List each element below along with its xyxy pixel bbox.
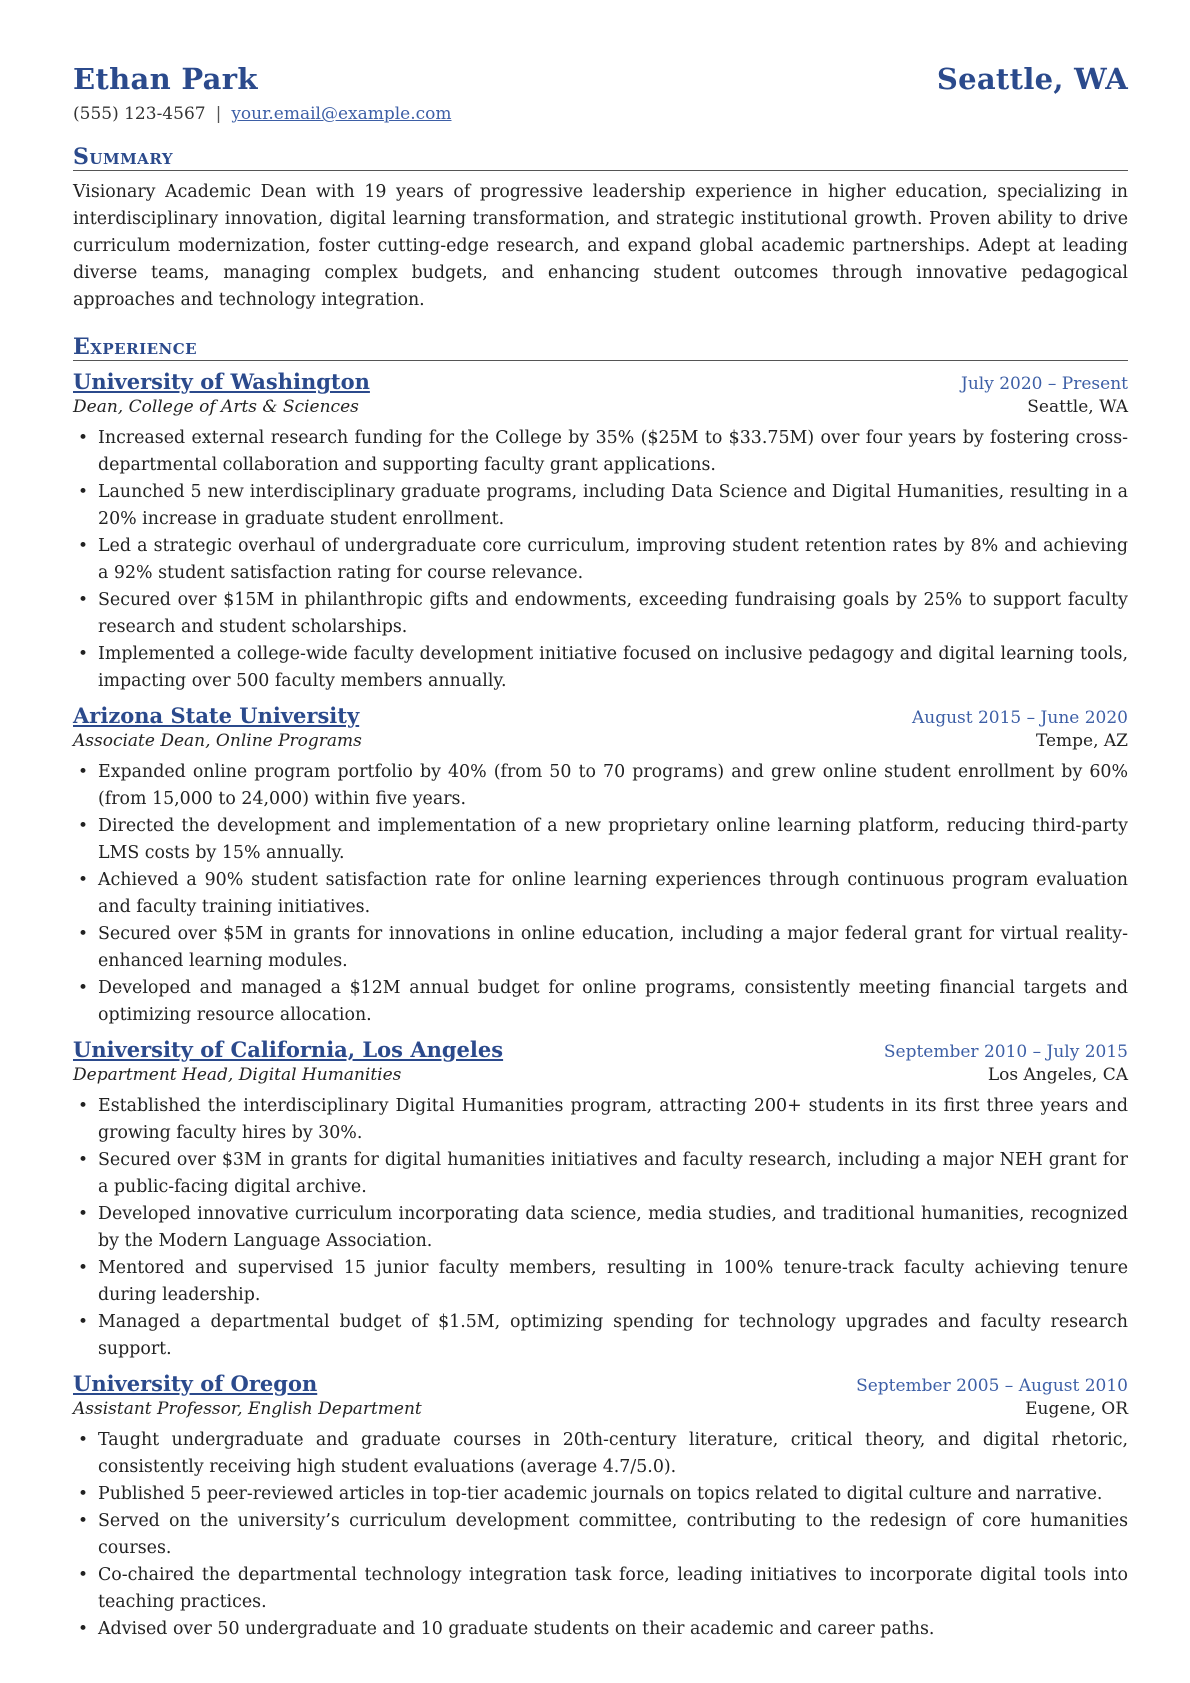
- job-location: Tempe, AZ: [1035, 731, 1128, 751]
- bullet-item: • Co-chaired the departmental technology integration task force, leading initiatives to incorporate digital tools into teaching practices.: [98, 1562, 1128, 1616]
- job-dates: September 2010 – July 2015: [883, 1042, 1128, 1062]
- job-subheader: [73, 1399, 1128, 1419]
- bullet-item: • Managed a departmental budget of $1.5M, optimizing spending for technology upgrades and faculty research support.: [98, 1309, 1128, 1363]
- candidate-name: Ethan Park: [73, 62, 258, 96]
- job-entry: [73, 1037, 1128, 1363]
- summary-text: Visionary Academic Dean with 19 years of progressive leadership experience in higher education, specializing in interdisciplinary innovation, digital learning transformation, and strategic institutional growth. Proven ability to drive curriculum modernization, foster cutting-edge research, and expand global academic partnerships. Adept at leading diverse teams, managing complex budgets, and enhancing student outcomes through innovative pedagogical approaches and technology integration.: [73, 182, 1128, 310]
- job-subheader: [73, 1065, 1128, 1085]
- job-role: Assistant Professor, English Department: [73, 1399, 422, 1419]
- employer-link[interactable]: University of Oregon: [73, 1371, 318, 1396]
- email-link[interactable]: your.email@example.com: [231, 104, 452, 124]
- bullet-item: • Secured over $3M in grants for digital humanities initiatives and faculty research, including a major NEH grant for a public-facing digital archive.: [98, 1147, 1128, 1201]
- job-entry: [73, 703, 1128, 1029]
- bullet-item: • Secured over $5M in grants for innovations in online education, including a major federal grant for virtual reality-enhanced learning modules.: [98, 921, 1128, 975]
- job-dates: August 2015 – June 2020: [911, 708, 1128, 728]
- summary-heading: Summary: [73, 144, 1128, 171]
- resume-header: [73, 62, 1128, 96]
- experience-heading: Experience: [73, 334, 1128, 361]
- bullet-item: • Advised over 50 undergraduate and 10 graduate students on their academic and career paths.: [98, 1616, 1128, 1643]
- phone-number: (555) 123-4567: [73, 104, 206, 124]
- job-subheader: [73, 397, 1128, 417]
- bullet-item: • Expanded online program portfolio by 40% (from 50 to 70 programs) and grew online student enrollment by 60% (from 15,000 to 24,000) within five years.: [98, 759, 1128, 813]
- employer-link[interactable]: University of California, Los Angeles: [73, 1037, 504, 1062]
- job-bullets: [73, 1427, 1128, 1643]
- candidate-location: Seattle, WA: [936, 62, 1128, 96]
- job-role: Department Head, Digital Humanities: [73, 1065, 402, 1085]
- contact-separator: |: [215, 104, 222, 124]
- employer-link[interactable]: University of Washington: [73, 369, 370, 394]
- bullet-item: • Taught undergraduate and graduate courses in 20th-century literature, critical theory, and digital rhetoric, consistently receiving high student evaluations (average 4.7/5.0).: [98, 1427, 1128, 1481]
- bullet-item: • Published 5 peer-reviewed articles in top-tier academic journals on topics related to digital culture and narrative.: [98, 1481, 1128, 1508]
- bullet-item: • Mentored and supervised 15 junior faculty members, resulting in 100% tenure-track faculty achieving tenure during leadership.: [98, 1255, 1128, 1309]
- job-role: Dean, College of Arts & Sciences: [73, 397, 359, 417]
- job-header: [73, 1371, 1128, 1396]
- job-location: Los Angeles, CA: [987, 1065, 1128, 1085]
- job-entry: [73, 369, 1128, 695]
- resume-page: [73, 62, 1128, 1643]
- bullet-item: • Implemented a college-wide faculty development initiative focused on inclusive pedagogy and digital learning tools, impacting over 500 faculty members annually.: [98, 641, 1128, 695]
- job-location: Seattle, WA: [1027, 397, 1128, 417]
- bullet-item: • Increased external research funding for the College by 35% ($25M to $33.75M) over four years by fostering cross-departmental collaboration and supporting faculty grant applications.: [98, 425, 1128, 479]
- employer-link[interactable]: Arizona State University: [73, 703, 360, 728]
- job-bullets: [73, 425, 1128, 695]
- bullet-item: • Developed innovative curriculum incorporating data science, media studies, and traditional humanities, recognized by the Modern Language Association.: [98, 1201, 1128, 1255]
- job-dates: July 2020 – Present: [961, 374, 1128, 394]
- job-subheader: [73, 731, 1128, 751]
- bullet-item: • Established the interdisciplinary Digital Humanities program, attracting 200+ students in its first three years and growing faculty hires by 30%.: [98, 1093, 1128, 1147]
- experience-list: [73, 369, 1128, 1643]
- bullet-item: • Developed and managed a $12M annual budget for online programs, consistently meeting financial targets and optimizing resource allocation.: [98, 975, 1128, 1029]
- bullet-item: • Launched 5 new interdisciplinary graduate programs, including Data Science and Digital Humanities, resulting in a 20% increase in graduate student enrollment.: [98, 479, 1128, 533]
- bullet-item: • Led a strategic overhaul of undergraduate core curriculum, improving student retention rates by 8% and achieving a 92% student satisfaction rating for course relevance.: [98, 533, 1128, 587]
- job-bullets: [73, 759, 1128, 1029]
- bullet-item: • Served on the university’s curriculum development committee, contributing to the redesign of core humanities courses.: [98, 1508, 1128, 1562]
- job-header: [73, 703, 1128, 728]
- job-role: Associate Dean, Online Programs: [73, 731, 362, 751]
- job-header: [73, 1037, 1128, 1062]
- bullet-item: • Secured over $15M in philanthropic gifts and endowments, exceeding fundraising goals by 25% to support faculty research and student scholarships.: [98, 587, 1128, 641]
- job-bullets: [73, 1093, 1128, 1363]
- job-entry: [73, 1371, 1128, 1643]
- job-location: Eugene, OR: [1025, 1399, 1128, 1419]
- job-header: [73, 369, 1128, 394]
- bullet-item: • Achieved a 90% student satisfaction rate for online learning experiences through continuous program evaluation and faculty training initiatives.: [98, 867, 1128, 921]
- bullet-item: • Directed the development and implementation of a new proprietary online learning platform, reducing third-party LMS costs by 15% annually.: [98, 813, 1128, 867]
- contact-line: [73, 104, 1128, 124]
- job-dates: September 2005 – August 2010: [856, 1376, 1128, 1396]
